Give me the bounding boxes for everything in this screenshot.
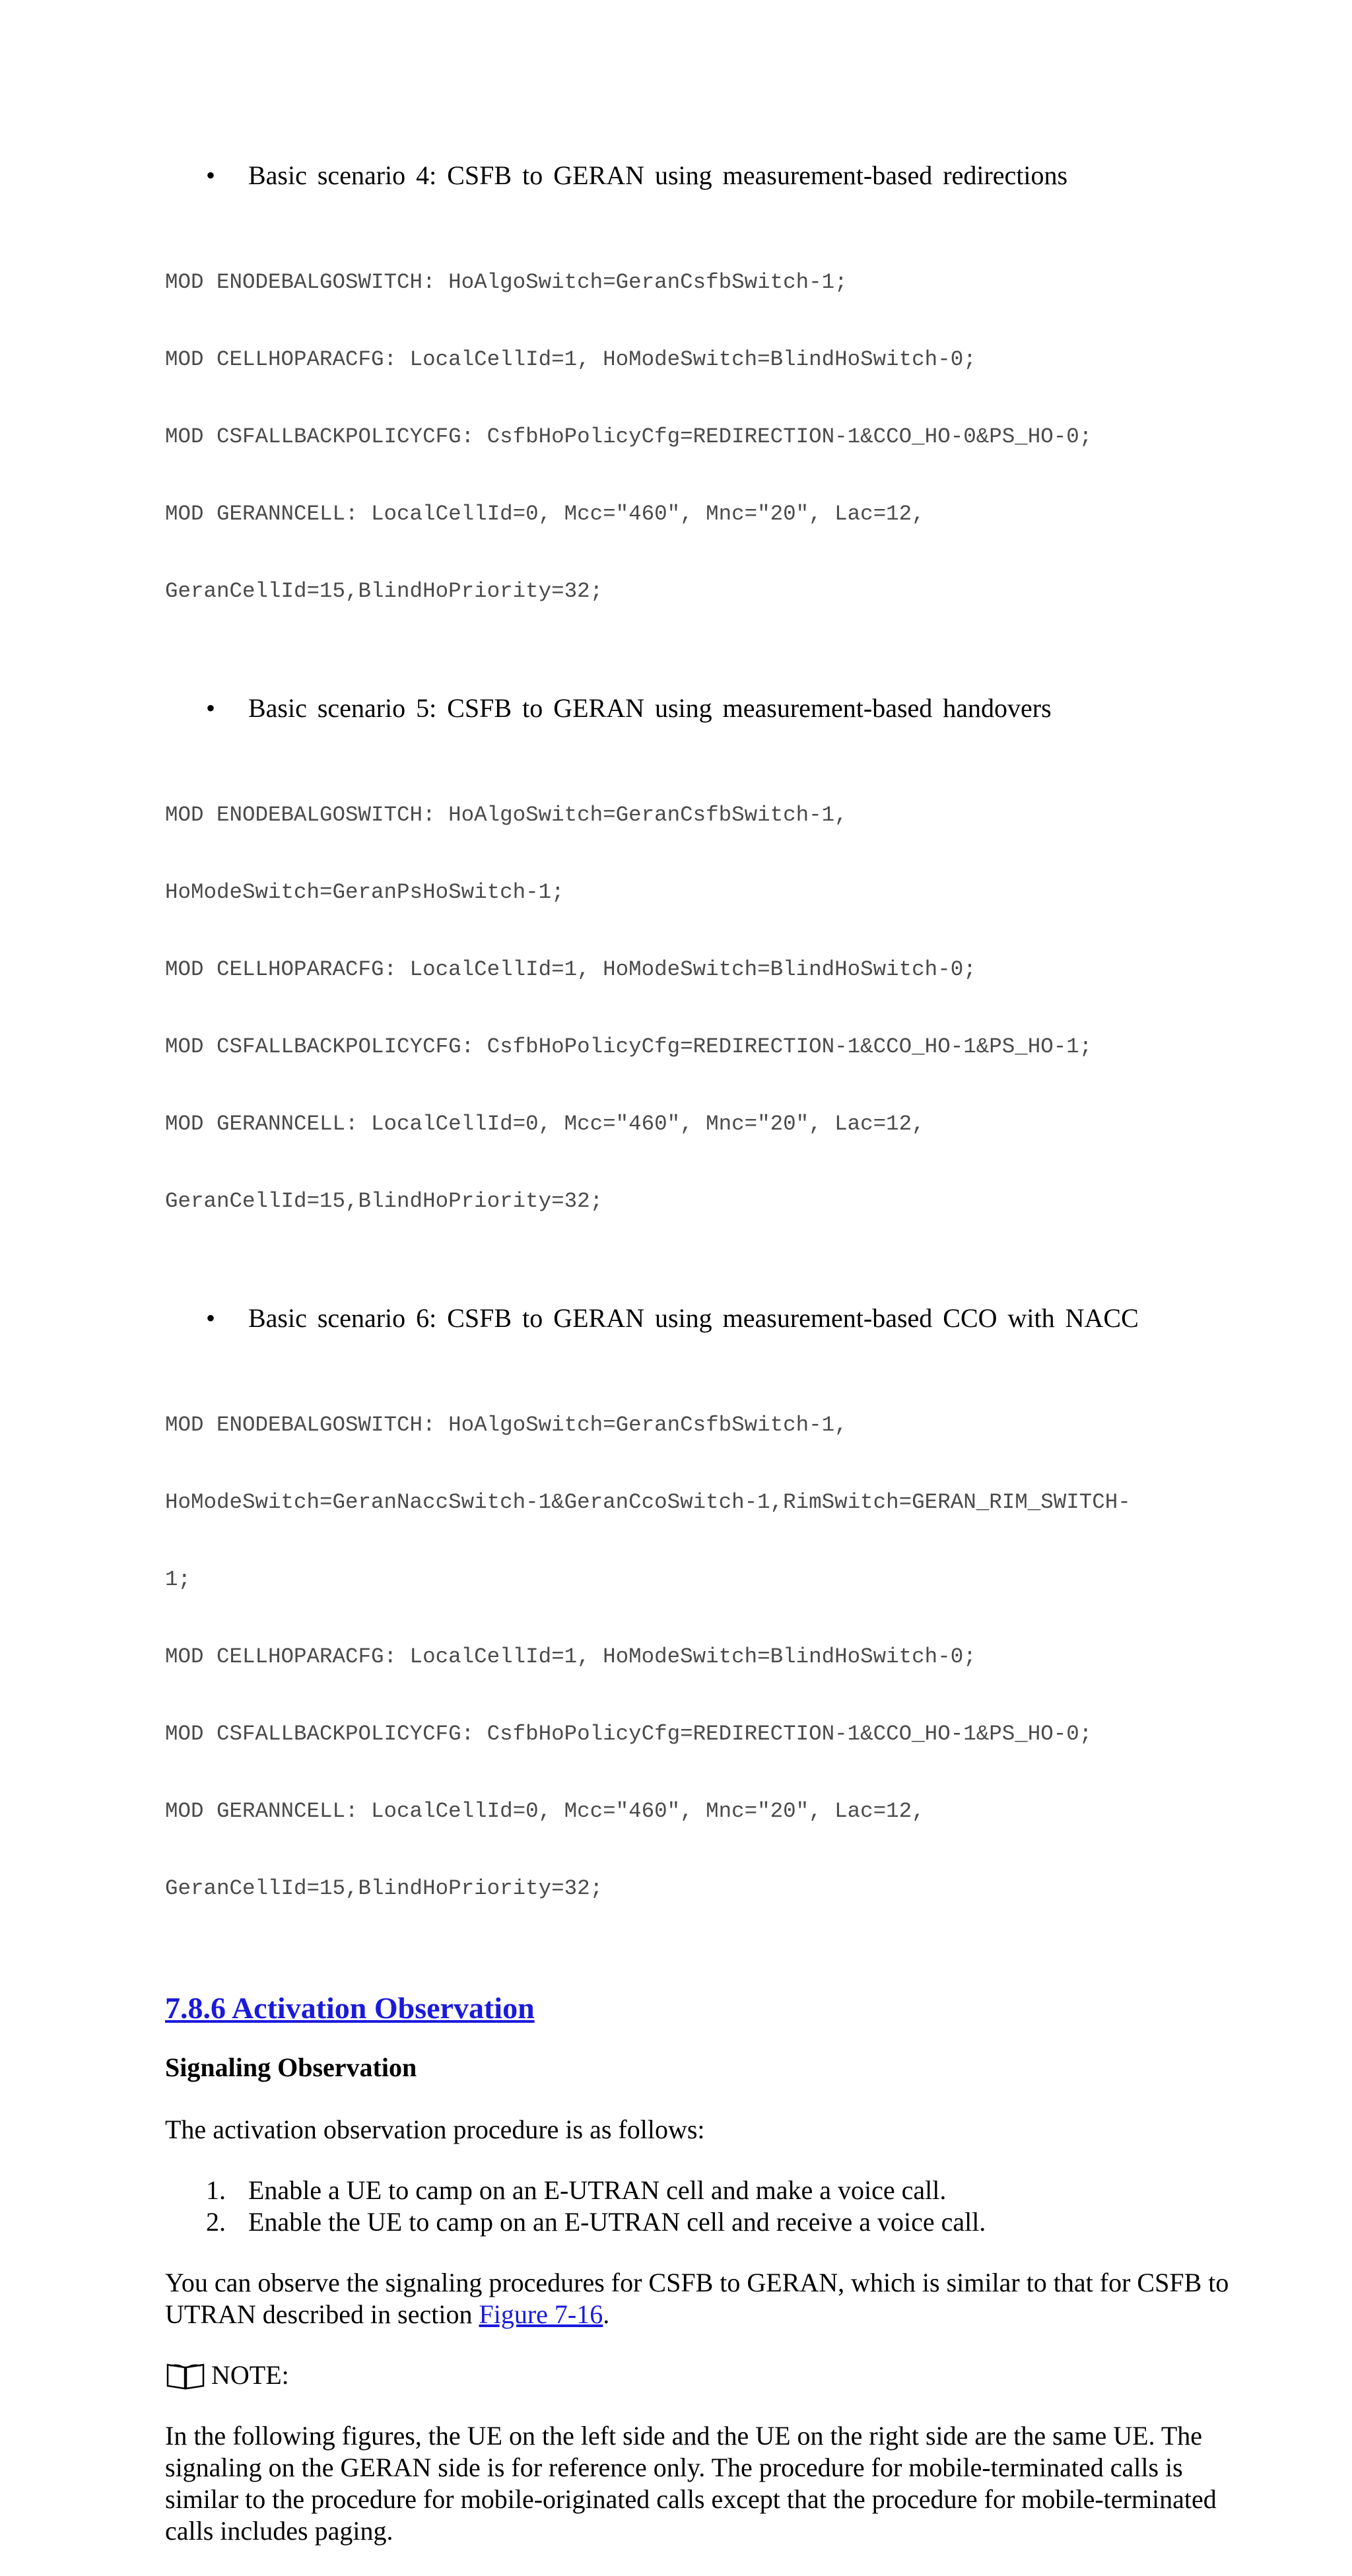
scenario-title: Basic scenario 4: CSFB to GERAN using measurement-based redirections — [248, 160, 1068, 190]
code-line: MOD CSFALLBACKPOLICYCFG: CsfbHoPolicyCfg=REDIRECTION-1&CCO_HO-0&PS_HO-0; — [165, 424, 1093, 449]
code-block — [165, 751, 1234, 1266]
observe-text: You can observe the signaling procedures for CSFB to GERAN, which is similar to that for CSFB to UTRAN described in section — [165, 2268, 1229, 2329]
page-content — [165, 158, 1234, 2576]
subheading: Signaling Observation — [165, 2052, 417, 2082]
scenario-title: Basic scenario 5: CSFB to GERAN using measurement-based handovers — [248, 693, 1052, 723]
code-line: MOD CELLHOPARACFG: LocalCellId=1, HoModeSwitch=BlindHoSwitch-0; — [165, 347, 976, 372]
code-block — [165, 218, 1234, 656]
observe-end: . — [603, 2299, 610, 2329]
code-line: MOD CSFALLBACKPOLICYCFG: CsfbHoPolicyCfg=REDIRECTION-1&CCO_HO-1&PS_HO-0; — [165, 1722, 1093, 1746]
code-line: MOD CSFALLBACKPOLICYCFG: CsfbHoPolicyCfg=REDIRECTION-1&CCO_HO-1&PS_HO-1; — [165, 1034, 1093, 1059]
note-label: NOTE: — [211, 2360, 289, 2390]
list-item — [165, 2206, 1234, 2238]
observe-paragraph — [165, 2267, 1234, 2330]
code-line: MOD ENODEBALGOSWITCH: HoAlgoSwitch=GeranCsfbSwitch-1, — [165, 803, 848, 827]
bullet-marker: • — [206, 1303, 216, 1333]
code-line: GeranCellId=15,BlindHoPriority=32; — [165, 1189, 603, 1213]
code-line: MOD CELLHOPARACFG: LocalCellId=1, HoModeSwitch=BlindHoSwitch-0; — [165, 957, 976, 982]
code-line: MOD ENODEBALGOSWITCH: HoAlgoSwitch=GeranCsfbSwitch-1; — [165, 270, 848, 294]
scenario-bullet — [165, 158, 1234, 193]
list-item-text: Enable a UE to camp on an E-UTRAN cell and make a voice call. — [248, 2175, 947, 2205]
code-line: MOD CELLHOPARACFG: LocalCellId=1, HoModeSwitch=BlindHoSwitch-0; — [165, 1644, 976, 1669]
intro-paragraph: The activation observation procedure is as follows: — [165, 2115, 705, 2144]
list-item-text: Enable the UE to camp on an E-UTRAN cell and receive a voice call. — [248, 2207, 986, 2237]
book-icon — [165, 2359, 206, 2391]
list-item — [165, 2175, 1234, 2206]
bullet-marker: • — [206, 160, 216, 190]
code-line: MOD ENODEBALGOSWITCH: HoAlgoSwitch=GeranCsfbSwitch-1, — [165, 1413, 848, 1437]
code-line: MOD GERANNCELL: LocalCellId=0, Mcc="460", Mnc="20", Lac=12, — [165, 502, 925, 526]
note-header — [165, 2359, 1234, 2391]
note-paragraph: In the following figures, the UE on the left side and the UE on the right side are the same UE. The signaling on the GERAN side is for reference only. The procedure for mobile-terminated calls is similar to the procedure for mobile-originated calls except that the procedure for mobile-terminated calls includes paging. — [165, 2421, 1217, 2546]
list-marker: 2. — [206, 2207, 226, 2237]
code-line: GeranCellId=15,BlindHoPriority=32; — [165, 579, 603, 603]
code-line: HoModeSwitch=GeranPsHoSwitch-1; — [165, 880, 564, 904]
steps-list — [165, 2175, 1234, 2238]
scenario-bullet — [165, 1301, 1234, 1336]
scenario-bullet — [165, 691, 1234, 726]
code-line: 1; — [165, 1567, 191, 1592]
bullet-marker: • — [206, 693, 216, 723]
code-line: MOD GERANNCELL: LocalCellId=0, Mcc="460", Mnc="20", Lac=12, — [165, 1799, 925, 1823]
code-line: MOD GERANNCELL: LocalCellId=0, Mcc="460", Mnc="20", Lac=12, — [165, 1112, 925, 1136]
list-marker: 1. — [206, 2175, 226, 2205]
section-heading-link[interactable]: 7.8.6 Activation Observation — [165, 1991, 535, 2025]
code-block — [165, 1361, 1234, 1953]
figure-link[interactable]: Figure 7-16 — [479, 2299, 603, 2329]
scenario-title: Basic scenario 6: CSFB to GERAN using measurement-based CCO with NACC — [248, 1303, 1139, 1333]
code-line: HoModeSwitch=GeranNaccSwitch-1&GeranCcoSwitch-1,RimSwitch=GERAN_RIM_SWITCH- — [165, 1490, 1131, 1514]
code-line: GeranCellId=15,BlindHoPriority=32; — [165, 1876, 603, 1901]
